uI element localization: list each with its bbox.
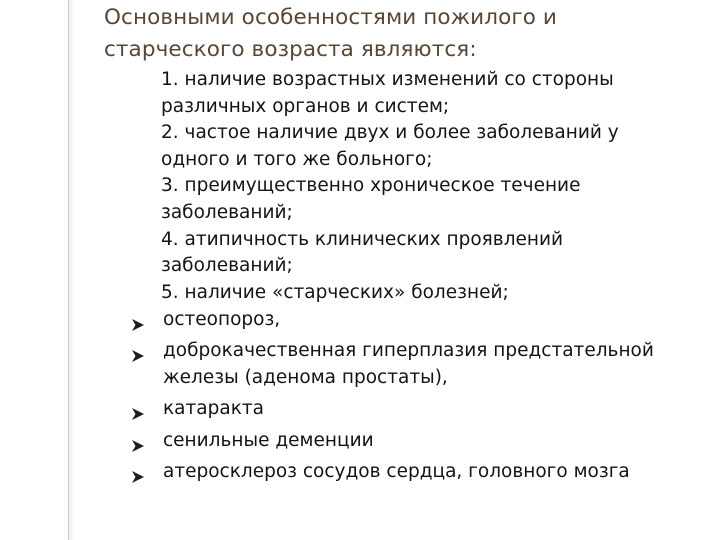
list-item <box>0 307 720 334</box>
numbered-line: 3. преимущественно хроническое течение <box>161 175 581 197</box>
numbered-line: 1. наличие возрастных изменений со стороны <box>161 69 614 90</box>
numbered-line: заболеваний; <box>161 201 293 223</box>
title-line-1: Основными особенностями пожилого и <box>104 5 557 30</box>
arrowhead-bullet-icon <box>131 403 145 417</box>
list-item <box>0 428 720 455</box>
bullet-line: остеопороз, <box>163 309 281 330</box>
list-item <box>0 396 720 423</box>
bullet-line: сенильные деменции <box>163 429 374 451</box>
slide-title <box>104 2 704 66</box>
bullet-line: железы (аденома простаты), <box>163 366 448 388</box>
bullet-text <box>163 459 720 486</box>
bullet-text <box>163 338 720 391</box>
numbered-line: различных органов и систем; <box>161 95 450 117</box>
bullet-text <box>163 396 720 423</box>
bullet-text <box>163 428 720 455</box>
numbered-line: заболеваний; <box>161 255 293 277</box>
list-item <box>0 459 720 486</box>
arrowhead-bullet-icon <box>131 345 145 359</box>
bullet-line: катаракта <box>163 398 264 420</box>
bullet-list <box>0 307 720 491</box>
numbered-line: 2. частое наличие двух и более заболеваний у <box>161 122 619 144</box>
numbered-line: 4. атипичность клинических проявлений <box>161 228 564 250</box>
numbered-line: 5. наличие «старческих» болезней; <box>161 281 509 303</box>
arrowhead-bullet-icon <box>131 466 145 480</box>
arrowhead-bullet-icon <box>131 314 145 328</box>
numbered-list <box>161 67 701 306</box>
arrowhead-bullet-icon <box>131 435 145 449</box>
list-item <box>0 338 720 391</box>
bullet-line: доброкачественная гиперплазия предстательной <box>163 340 654 362</box>
bullet-line: атеросклероз сосудов сердца, головного мозга <box>163 461 630 483</box>
numbered-line: одного и того же больного; <box>161 148 433 170</box>
bullet-text <box>163 307 720 334</box>
title-line-2: старческого возраста являются: <box>104 37 477 62</box>
